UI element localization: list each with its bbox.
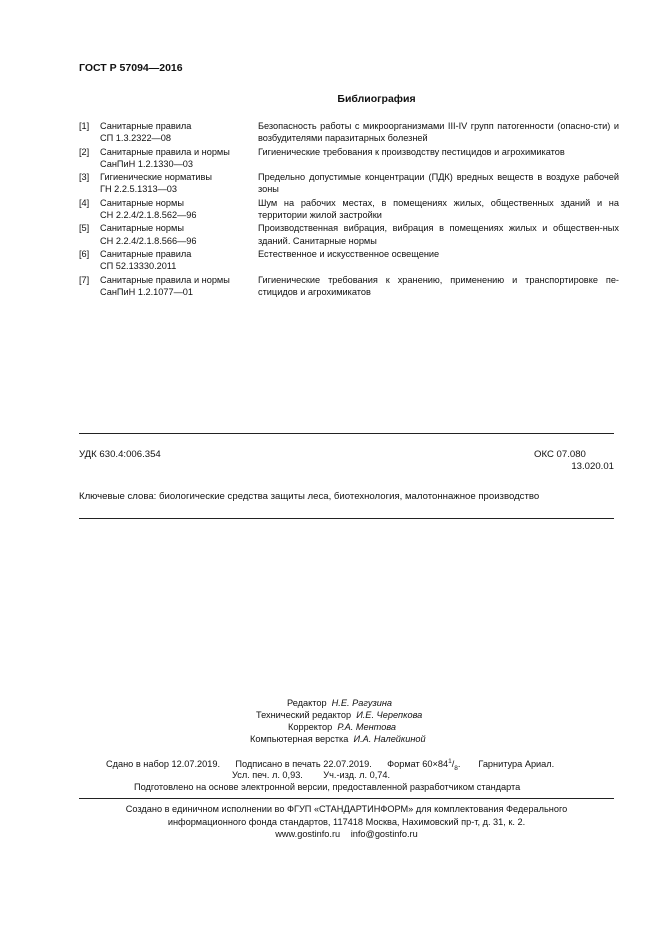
divider-keywords (79, 518, 614, 519)
footer-line2: информационного фонда стандартов, 117418 Москва, Нахимовский пр-т, д. 31, к. 2. (167, 816, 526, 827)
footer-line1: Создано в единичном исполнении во ФГУП «СТАНДАРТИНФОРМ» для комплектования Федерального (125, 804, 568, 814)
bibliography-item (79, 248, 619, 273)
credit-corrector-label: Корректор (288, 722, 333, 732)
source-type: Санитарные нормы (100, 197, 184, 208)
source-type: Санитарные правила (100, 248, 192, 259)
website-link[interactable]: www.gostinfo.ru (275, 829, 341, 840)
source-code: СанПиН 1.2.1330—03 (100, 158, 194, 169)
credit-layout-name: И.А. Налейкиной (353, 734, 426, 744)
bibliography-item-description: Гигиенические требования к производству пестицидов и агрохимикатов (258, 146, 565, 157)
typeface: Гарнитура Ариал. (478, 759, 555, 770)
bibliography-item-number: [5] (79, 223, 90, 234)
publisher-sheets: Уч.-изд. л. 0,74. (323, 770, 391, 780)
paper-format-suffix: . (457, 759, 461, 770)
bibliography-item-source (100, 146, 258, 171)
oks-code (520, 449, 614, 474)
source-code: СП 1.3.2322—08 (100, 133, 171, 144)
bibliography-item-description: Безопасность работы с микроорганизмами III-IV групп патогенности (опасно-сти) и возбудителями паразитарных болезней (258, 121, 619, 144)
source-code: СН 2.2.4/2.1.8.562—96 (100, 210, 197, 221)
bibliography-item-description: Производственная вибрация, вибрация в помещениях жилых и обществен-ных зданий. Санитарные нормы (258, 223, 619, 246)
bibliography-item-source (100, 171, 258, 196)
bibliography-item (79, 171, 619, 196)
bibliography-list (79, 120, 619, 299)
paper-format-denominator: 8 (454, 764, 458, 772)
bibliography-item (79, 120, 619, 145)
paper-format-slash: / (451, 759, 455, 770)
bibliography-item-number: [2] (79, 146, 90, 157)
bibliography-item-number: [6] (79, 248, 90, 259)
keywords: Ключевые слова: биологические средства защиты леса, биотехнология, малотоннажное производство (79, 491, 540, 502)
oks-code-line1: ОКС 07.080 (534, 449, 586, 460)
email-link[interactable]: info@gostinfo.ru (350, 829, 418, 840)
bibliography-item-number: [7] (79, 274, 90, 285)
credit-editor (287, 697, 392, 709)
paper-format-prefix: Формат 60×84 (387, 759, 449, 770)
bibliography-title-text: Библиография (337, 93, 416, 105)
credit-corrector (288, 721, 396, 733)
credit-tech-editor (256, 709, 422, 721)
credit-corrector-name: Р.А. Ментова (337, 722, 397, 732)
source-type: Санитарные нормы (100, 223, 184, 234)
credit-tech-editor-label: Технический редактор (256, 710, 352, 720)
footer (79, 803, 614, 841)
credit-editor-label: Редактор (287, 698, 327, 708)
signed-date: Подписано в печать 22.07.2019. (235, 759, 372, 770)
bibliography-item-description: Естественное и искусственное освещение (258, 248, 440, 259)
bibliography-item (79, 274, 619, 299)
bibliography-item-source (100, 120, 258, 145)
bibliography-item (79, 222, 619, 247)
submitted-date: Сдано в набор 12.07.2019. (106, 759, 221, 770)
bibliography-item-source (100, 222, 258, 247)
credit-tech-editor-name: И.Е. Черепкова (356, 710, 423, 720)
credit-layout-label: Компьютерная верстка (250, 734, 349, 744)
publication-line2 (232, 769, 390, 782)
source-code: СанПиН 1.2.1077—01 (100, 286, 194, 297)
bibliography-item-description: Гигиенические требования к хранению, применению и транспортировке пе-стицидов и агрохимикатов (258, 274, 619, 297)
source-code: ГН 2.2.5.1313—03 (100, 184, 177, 195)
bibliography-item (79, 146, 619, 171)
source-type: Санитарные правила и нормы (100, 274, 230, 285)
source-type: Санитарные правила (100, 121, 192, 131)
bibliography-title (0, 93, 661, 105)
bibliography-item-source (100, 274, 258, 299)
standard-code: ГОСТ Р 57094—2016 (79, 62, 183, 74)
source-type: Гигиенические нормативы (100, 172, 213, 183)
print-sheets: Усл. печ. л. 0,93. (232, 770, 303, 780)
bibliography-item-source (100, 248, 258, 273)
udk-code: УДК 630.4:006.354 (79, 449, 161, 460)
bibliography-item-description: Шум на рабочих местах, в помещениях жилых, общественных зданий и на территории жилой застройки (258, 197, 619, 221)
bibliography-item-number: [1] (79, 121, 90, 131)
source-code: СП 52.13330.2011 (100, 261, 177, 272)
bibliography-item-description: Предельно допустимые концентрации (ПДК) вредных веществ в воздухе рабочей зоны (258, 172, 619, 195)
paper-format (387, 758, 461, 772)
source-type: Санитарные правила и нормы (100, 146, 230, 157)
paper-format-numerator: 1 (448, 758, 452, 765)
bibliography-item (79, 197, 619, 222)
bibliography-item-number: [3] (79, 172, 90, 183)
divider-footer (79, 798, 614, 799)
oks-code-line2: 13.020.01 (571, 461, 614, 473)
bibliography-item-number: [4] (79, 197, 90, 208)
bibliography-item-source (100, 197, 258, 222)
divider-top (79, 433, 614, 434)
credit-editor-name: Н.Е. Рагузина (331, 698, 393, 708)
source-code: СН 2.2.4/2.1.8.566—96 (100, 235, 197, 246)
publication-prepared: Подготовлено на основе электронной версии, предоставленной разработчиком стандарта (134, 782, 521, 792)
footer-contacts (79, 828, 614, 841)
credit-layout (250, 733, 426, 745)
